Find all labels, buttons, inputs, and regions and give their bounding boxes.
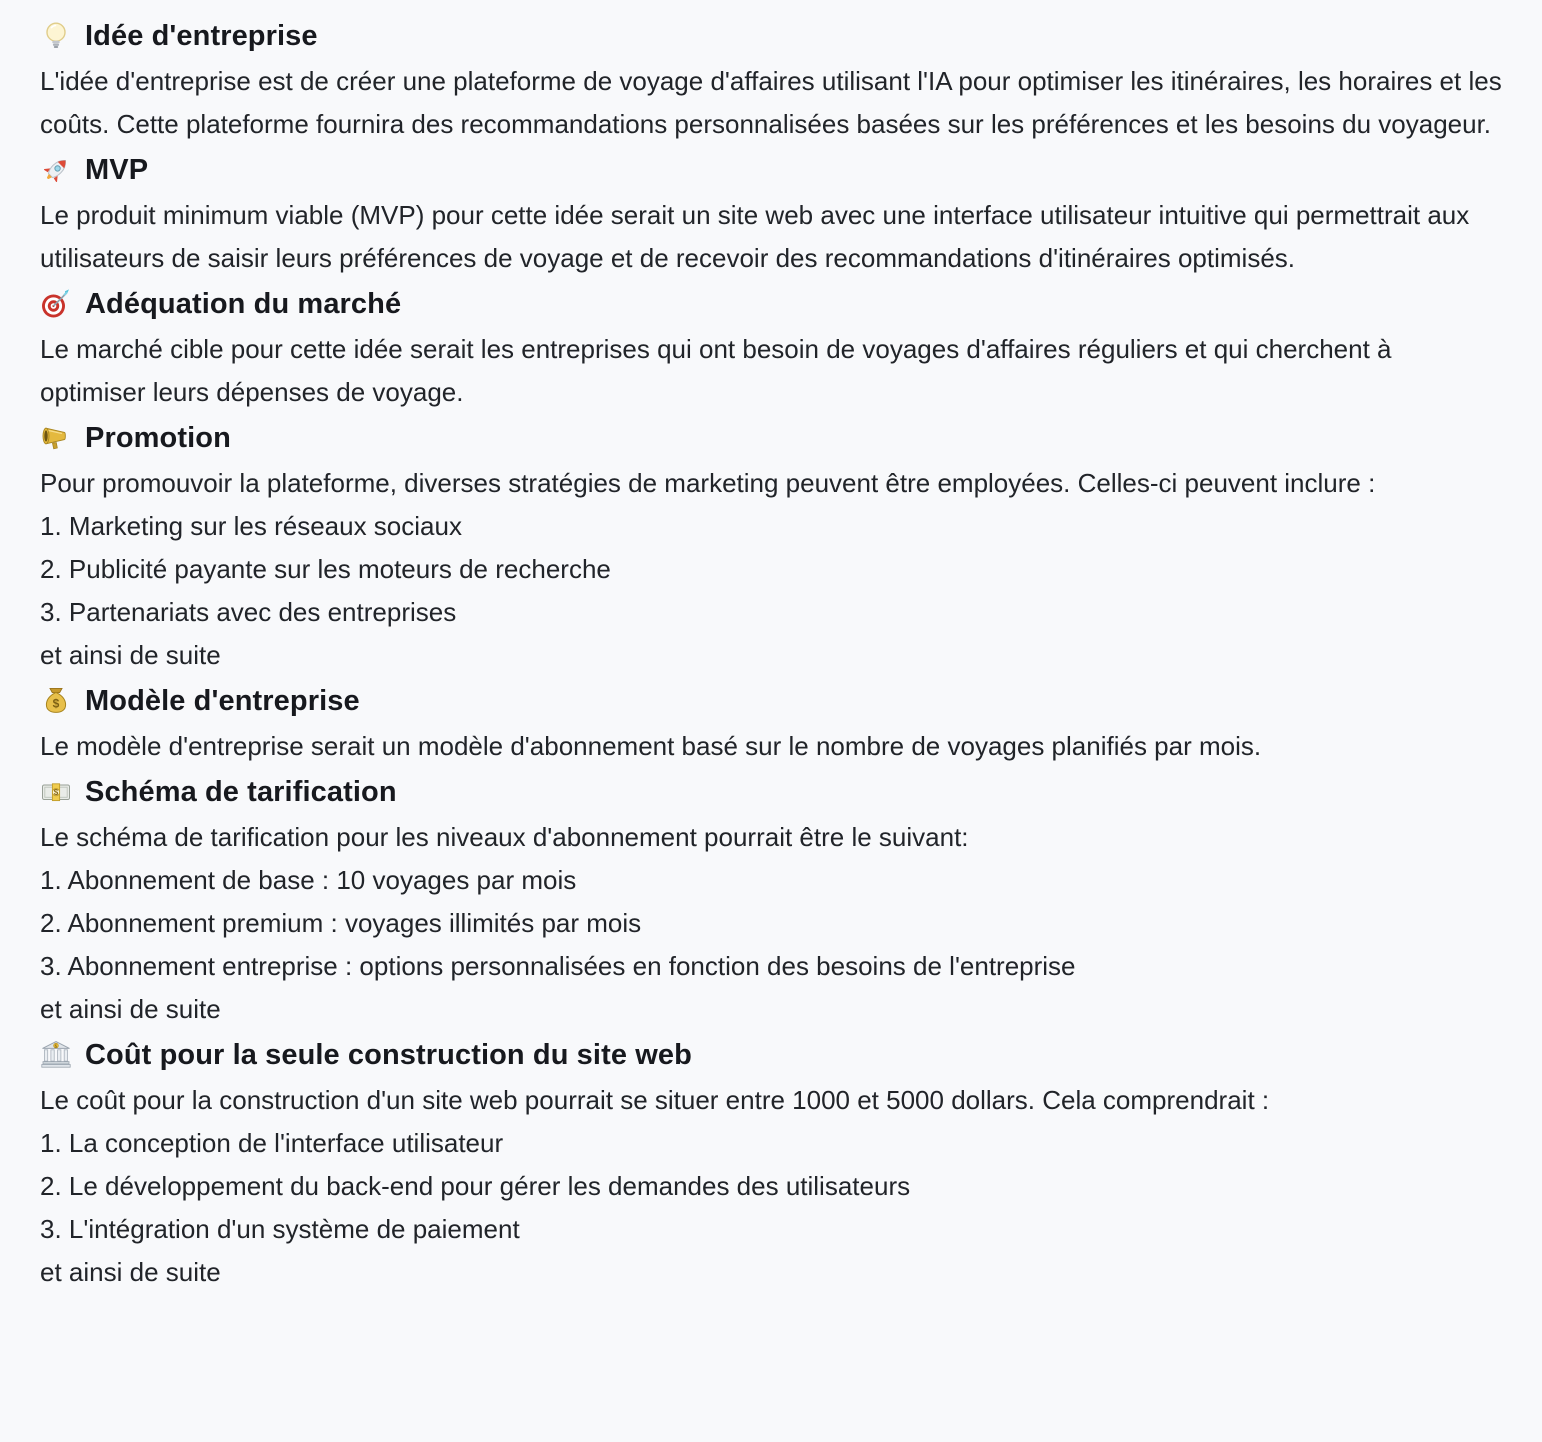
text-line: L'idée d'entreprise est de créer une plateforme de voyage d'affaires utilisant l'IA pour optimiser les itinéraires, les horaires et les coûts. Cette plateforme fournira des recommandations personnalisées basées sur les préférences et les besoins du voyageur. xyxy=(40,66,1502,139)
section-title: MVP xyxy=(85,154,149,186)
svg-text:$: $ xyxy=(52,696,60,711)
section-heading-adequation-du-marche xyxy=(40,282,1502,326)
light-bulb-icon xyxy=(40,20,72,52)
text-line: Le modèle d'entreprise serait un modèle d'abonnement basé sur le nombre de voyages planifiés par mois. xyxy=(40,731,1262,761)
megaphone-icon xyxy=(40,422,72,454)
section-heading-mvp xyxy=(40,148,1502,192)
text-line: et ainsi de suite xyxy=(40,640,221,670)
section-heading-cout-construction-site-web xyxy=(40,1033,1502,1077)
text-line: Le marché cible pour cette idée serait les entreprises qui ont besoin de voyages d'affaires réguliers et qui cherchent à optimiser leurs dépenses de voyage. xyxy=(40,334,1392,407)
section-title: Idée d'entreprise xyxy=(85,20,318,52)
text-line: et ainsi de suite xyxy=(40,1257,221,1287)
text-line: 1. Abonnement de base : 10 voyages par mois xyxy=(40,865,577,895)
section-heading-modele-entreprise xyxy=(40,679,1502,723)
section-title: Schéma de tarification xyxy=(85,776,397,808)
section-title: Promotion xyxy=(85,422,231,454)
text-line: Le coût pour la construction d'un site web pourrait se situer entre 1000 et 5000 dollars. Cela comprendrait : xyxy=(40,1085,1270,1115)
dollar-banknote-icon xyxy=(40,776,72,808)
text-line: 2. Abonnement premium : voyages illimités par mois xyxy=(40,908,642,938)
section-heading-promotion xyxy=(40,416,1502,460)
money-bag-icon xyxy=(40,685,72,717)
text-line: Le schéma de tarification pour les niveaux d'abonnement pourrait être le suivant: xyxy=(40,822,969,852)
text-line: 3. Abonnement entreprise : options personnalisées en fonction des besoins de l'entreprise xyxy=(40,951,1076,981)
svg-text:$: $ xyxy=(53,788,59,797)
text-line: Le produit minimum viable (MVP) pour cette idée serait un site web avec une interface utilisateur intuitive qui permettrait aux utilisateurs de saisir leurs préférences de voyage et de recevoir des recommandations d'itinéraires optimisés. xyxy=(40,200,1470,273)
text-line: 1. Marketing sur les réseaux sociaux xyxy=(40,511,462,541)
section-title: Coût pour la seule construction du site web xyxy=(85,1039,692,1071)
target-icon xyxy=(40,288,72,320)
text-line: et ainsi de suite xyxy=(40,994,221,1024)
section-heading-schema-tarification xyxy=(40,770,1502,814)
text-line: 1. La conception de l'interface utilisateur xyxy=(40,1128,504,1158)
rocket-icon xyxy=(40,154,72,186)
text-line: 2. Publicité payante sur les moteurs de recherche xyxy=(40,554,611,584)
section-title: Modèle d'entreprise xyxy=(85,685,360,717)
svg-text:$: $ xyxy=(54,1043,58,1049)
text-line: 3. L'intégration d'un système de paiement xyxy=(40,1214,520,1244)
section-title: Adéquation du marché xyxy=(85,288,402,320)
text-line: 3. Partenariats avec des entreprises xyxy=(40,597,457,627)
bank-icon xyxy=(40,1039,72,1071)
section-heading-idee-entreprise xyxy=(40,14,1502,58)
text-line: Pour promouvoir la plateforme, diverses stratégies de marketing peuvent être employées. Celles-ci peuvent inclure : xyxy=(40,468,1376,498)
text-line: 2. Le développement du back-end pour gérer les demandes des utilisateurs xyxy=(40,1171,911,1201)
